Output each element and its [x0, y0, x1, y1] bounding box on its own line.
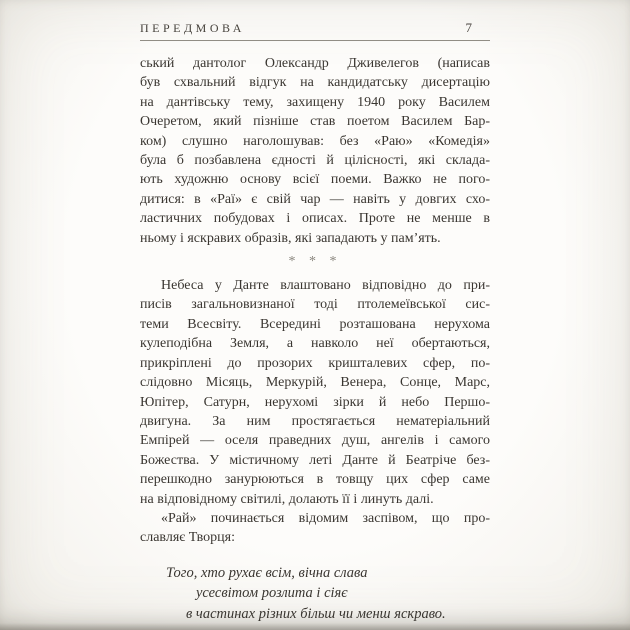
verse-line: Того, хто рухає всім, вічна слава [166, 564, 368, 581]
paragraph [140, 509, 490, 548]
text-line: Емпірей — оселя праведних душ, ангелів і самого [140, 433, 490, 449]
text-line: ластичних побудовах і описах. Проте не менше в [140, 211, 490, 227]
text-line: була б позбавлена єдності й цілісності, які склада- [140, 153, 490, 169]
text-line: на дантівську тему, захищену 1940 року Василем [140, 94, 490, 110]
text-line: ють художню основу всієї поеми. Важко не пого- [140, 172, 490, 188]
verse-quote [140, 563, 490, 625]
page-content [140, 20, 490, 624]
text-line: Юпітер, Сатурн, нерухомі зірки й небо Першо- [140, 394, 490, 410]
text-line: двигуна. За ним простягається нематеріальний [140, 413, 490, 429]
text-line: Небеса у Данте влаштовано відповідно до при- [161, 278, 490, 294]
text-line: Очеретом, який пізніше став поетом Василем Бар- [140, 114, 490, 130]
running-header [140, 20, 490, 36]
paragraph [140, 54, 490, 248]
header-divider [140, 40, 490, 41]
paragraph [140, 276, 490, 509]
text-line: дитися: в «Раї» є свій чар — навіть у довгих схо- [140, 191, 490, 207]
text-line: славляє Творця: [140, 530, 235, 546]
text-line: слідовно Місяць, Меркурій, Венера, Сонце, Марс, [140, 375, 490, 391]
page-number: 7 [465, 20, 472, 35]
text-line: ньому і яскравих образів, які западають у пам’ять. [140, 230, 441, 246]
text-line: ський дантолог Олександр Дживелегов (написав [140, 56, 490, 71]
text-line: теми Всесвіту. Всередині розташована нерухома [140, 316, 490, 332]
text-line: кулеподібна Земля, а навколо неї обертаються, [140, 336, 490, 352]
text-line: прикріплені до прозорих кришталевих сфер, по- [140, 355, 490, 371]
body-text [140, 54, 490, 624]
text-line: «Рай» починається відомим заспівом, що про- [161, 510, 490, 526]
text-line: на відповідному світилі, долають її і линуть далі. [140, 491, 434, 507]
section-separator: * * * [288, 254, 342, 270]
text-line: ком) слушно наголошував: без «Раю» «Комедія» [140, 133, 490, 149]
text-line: перешкодно занурюються в товщу цих сфер саме [140, 472, 490, 488]
verse-line: усесвітом розлита і сіяє [196, 585, 348, 602]
chapter-title: ПЕРЕДМОВА [140, 21, 245, 35]
text-line: Божества. У містичному леті Данте й Беатріче без- [140, 452, 490, 468]
text-line: був схвальний відгук на кандидатську дисертацію [140, 75, 490, 91]
text-line: писів загальновизнаної тоді птолемеївської сис- [140, 297, 490, 313]
verse-line: в частинах різних більш чи менш яскраво. [186, 605, 446, 622]
